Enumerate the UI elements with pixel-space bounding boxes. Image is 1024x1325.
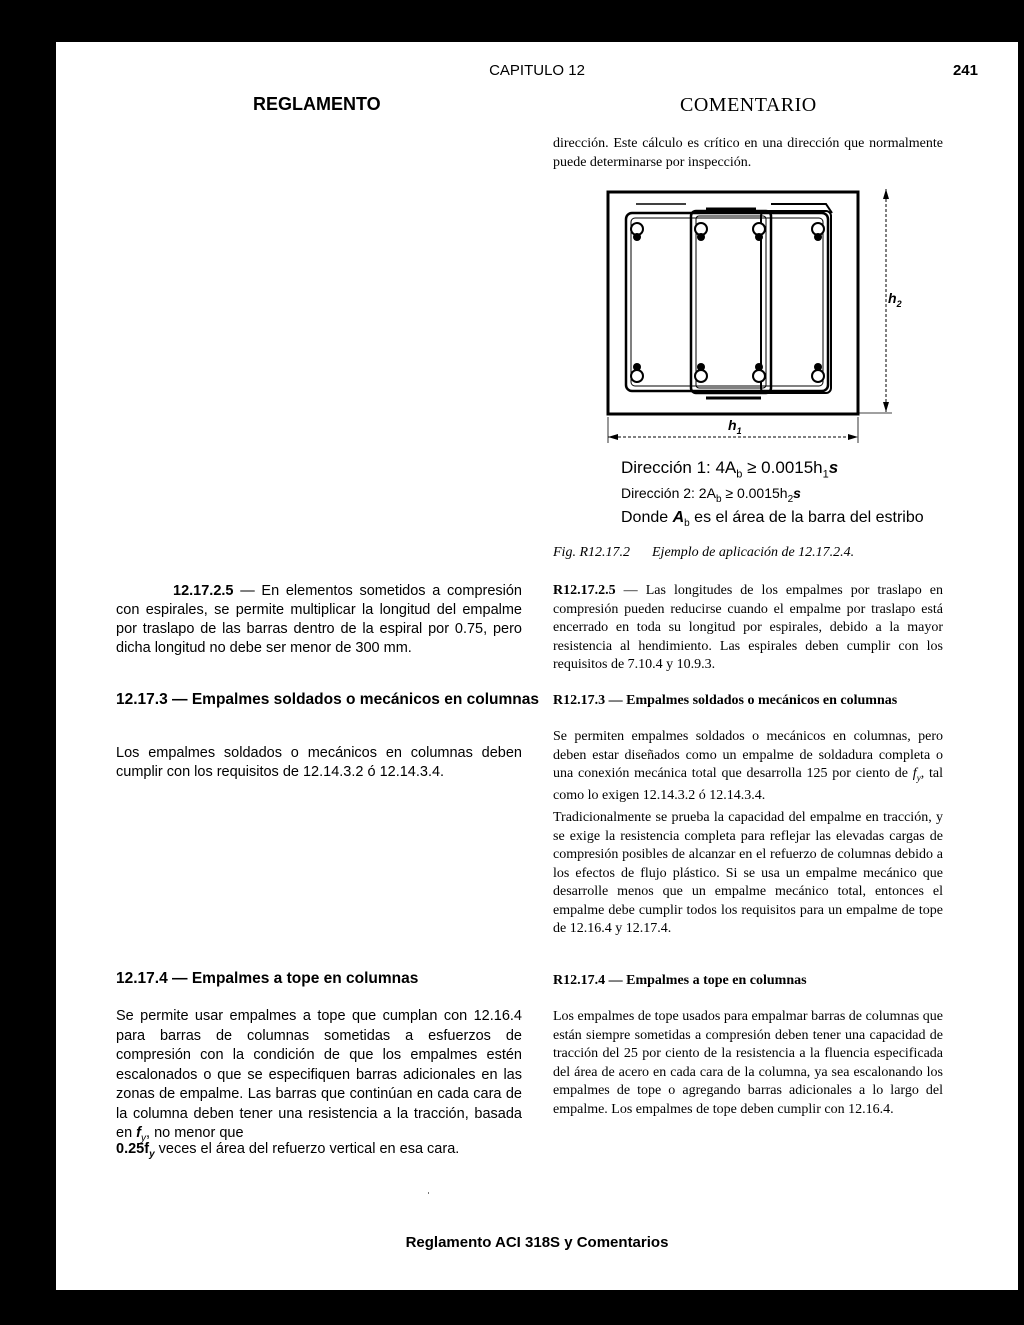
commentary-r12-17-3-p2: Tradicionalmente se prueba la capacidad del empalme en tracción, y se exige la resistencia completa para reflejar las elevadas cargas de compresión posibles de alcanzar en el refuerzo de columnas debido a los efectos de flujo plástico. Si se usa un empalme mecánico que desarrolle menos que un empalme mecánico total, entonces el empalme debe cumplir todos los requisitos para un empalme de tope de 12.16.4 y 12.17.4. bbox=[553, 810, 943, 936]
dimension-arrow bbox=[883, 402, 889, 412]
inner-stirrup-a-inner bbox=[696, 216, 766, 388]
page-footer: Reglamento ACI 318S y Comentarios bbox=[405, 1234, 669, 1251]
section-12-17-3-title: 12.17.3 — Empalmes soldados o mecánicos en columnas bbox=[116, 691, 539, 708]
rebar bbox=[633, 233, 641, 241]
commentary-intro: dirección. Este cálculo es crítico en una dirección que normalmente puede determinarse por inspección. bbox=[553, 136, 943, 170]
commentary-r12-17-3-p1: Se permiten empalmes soldados o mecánicos en columnas, pero deben estar diseñados como un empalme de soldadura completa o una conexión mecánica total que desarrolla 125 por ciento de $f_y$, tal como lo exigen 12.14.3.2 ó 12.14.3.4. bbox=[553, 729, 943, 804]
rebar bbox=[697, 233, 705, 241]
rebar bbox=[812, 370, 824, 382]
section-12-17-4-title: 12.17.4 — Empalmes a tope en columnas bbox=[116, 970, 419, 987]
section-12-17-4-text-end: $0.25f_y$ veces el área del refuerzo vertical en esa cara. bbox=[116, 1141, 460, 1160]
dimension-arrow bbox=[883, 189, 889, 199]
rebar bbox=[755, 233, 763, 241]
outer-stirrup bbox=[626, 213, 828, 391]
outer-stirrup-inner bbox=[631, 218, 823, 386]
formula-direction-1: Dirección 1: $4A_b \ge 0.0015h_1s$ bbox=[621, 458, 839, 481]
dimension-arrow bbox=[848, 434, 858, 440]
commentary-r12-17-2-5: R12.17.2.5 — Las longitudes de los empalmes por traslapo en compresión pueden reducirse cuando el empalme por traslapo está encerrado en toda su longitud por espirales, debido a la mayor resistencia al hendimiento. Las espirales deben cumplir con los requisitos de 7.10.4 y 10.9.3. bbox=[553, 583, 943, 672]
commentary-r12-17-4-title: R12.17.4 — Empalmes a tope en columnas bbox=[553, 973, 807, 988]
comentario-heading: COMENTARIO bbox=[680, 94, 817, 116]
rebar bbox=[814, 233, 822, 241]
scan-mark bbox=[428, 1192, 429, 1194]
section-12-17-4-text: Se permite usar empalmes a tope que cumplan con 12.16.4 para barras de columnas sometidas a esfuerzos de compresión con la condición de que los empalmes estén escalonados o que se especifiquen barras adicionales en las zonas de empalme. Las barras que continúan en cada cara de la columna deben tener una resistencia a la tracción, basada en $f_y$, no menor que bbox=[116, 1008, 522, 1144]
figure-caption: Fig. R12.17.2 Ejemplo de aplicación de 12.17.2.4. bbox=[553, 545, 855, 560]
page-number: 241 bbox=[952, 62, 978, 79]
commentary-r12-17-4-text: Los empalmes de tope usados para empalmar barras de columnas que están siempre sometidas a compresión deben tener una capacidad de tracción del 25 por ciento de la resistencia a la fluencia especificada del área de acero en cada cara de la columna, ya sea escalonando los empalmes de tope o agregando barras adicionales a lo largo del empalme. Los empalmes de tope deben cumplir con 12.16.4. bbox=[553, 1009, 943, 1117]
rebar bbox=[753, 370, 765, 382]
label-h2: $h_2$ bbox=[888, 290, 902, 309]
document-page bbox=[56, 42, 1018, 1290]
reglamento-heading: REGLAMENTO bbox=[253, 94, 381, 114]
stirrup-diagram bbox=[596, 187, 906, 447]
chapter-heading: CAPITULO 12 bbox=[489, 62, 585, 79]
section-12-17-3-text: Los empalmes soldados o mecánicos en columnas deben cumplir con los requisitos de 12.14.3.2 ó 12.14.3.4. bbox=[116, 745, 522, 780]
rebar bbox=[695, 370, 707, 382]
commentary-r12-17-3-title: R12.17.3 — Empalmes soldados o mecánicos en columnas bbox=[553, 693, 898, 708]
label-h1: $h_1$ bbox=[728, 417, 742, 436]
dimension-arrow bbox=[608, 434, 618, 440]
formula-note: Donde $A_b$ es el área de la barra del estribo bbox=[621, 509, 924, 530]
rebar bbox=[631, 370, 643, 382]
section-12-17-2-5: 12.17.2.5 — En elementos sometidos a compresión con espirales, se permite multiplicar la longitud del empalme por traslapo de las barras dentro de la espiral por 0.75, pero dicha longitud no debe ser menor de 300 mm. bbox=[116, 583, 522, 656]
formula-direction-2: Dirección 2: $2A_b \ge 0.0015h_2s$ bbox=[621, 485, 801, 505]
